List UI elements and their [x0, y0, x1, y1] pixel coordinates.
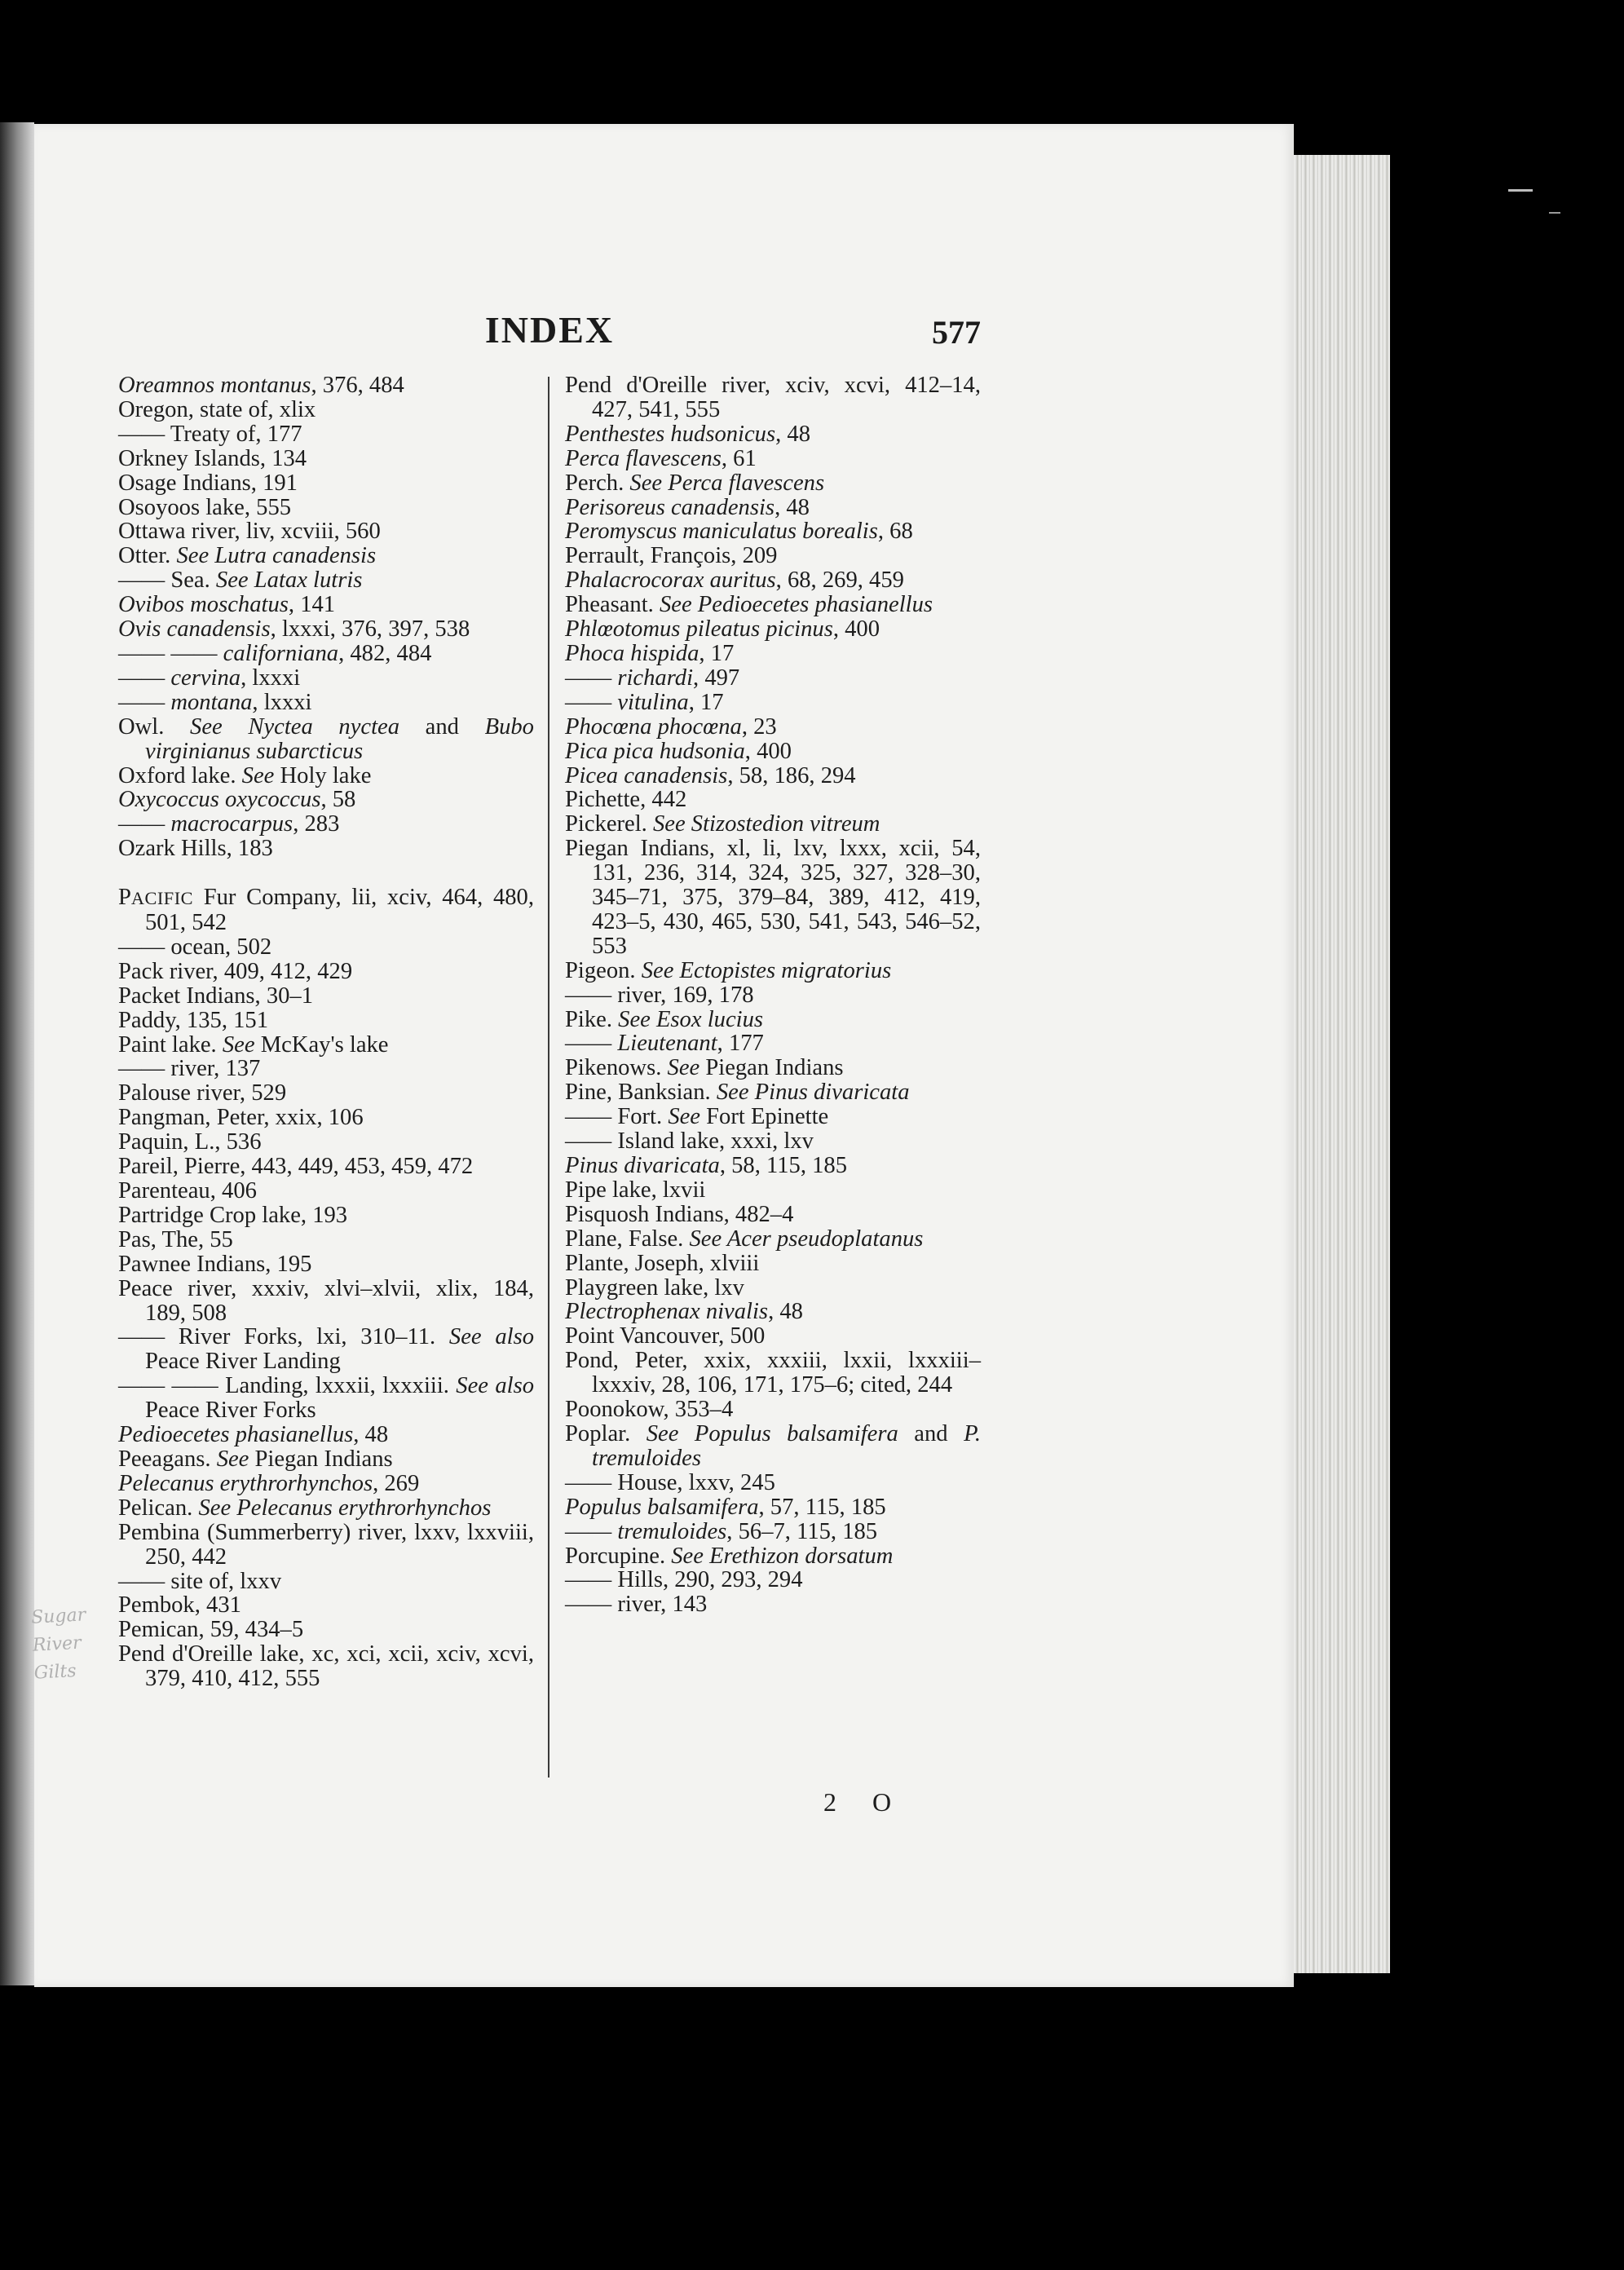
- index-entry: Oreamnos montanus, 376, 484: [118, 373, 404, 398]
- margin-note-line: Sugar: [30, 1605, 86, 1628]
- index-entry: Pemican, 59, 434–5: [118, 1617, 304, 1643]
- index-entry: Oxford lake. See Holy lake: [118, 762, 372, 788]
- background-specks: [1394, 130, 1624, 375]
- index-entry: —— montana, lxxxi: [118, 689, 312, 715]
- index-entry: Oxycoccus oxycoccus, 58: [118, 787, 356, 813]
- index-entry: Osage Indians, 191: [118, 470, 298, 496]
- index-entry: Pas, The, 55: [118, 1226, 233, 1252]
- index-column-right: [565, 373, 981, 1617]
- index-entry: Osoyoos lake, 555: [118, 494, 292, 520]
- index-entry: Perisoreus canadensis, 48: [565, 494, 810, 520]
- index-entry: —— Island lake, xxxi, lxv: [565, 1128, 814, 1155]
- index-entry: Phocœna phocœna, 23: [565, 713, 777, 740]
- index-entry: Paddy, 135, 151: [118, 1007, 269, 1033]
- index-entry: Pedioecetes phasianellus, 48: [118, 1422, 389, 1448]
- index-entry: Partridge Crop lake, 193: [118, 1202, 348, 1228]
- index-entry: Phlœotomus pileatus picinus, 400: [565, 616, 880, 643]
- index-entry: Penthestes hudsonicus, 48: [565, 421, 810, 447]
- index-entry: Perca flavescens, 61: [565, 445, 757, 471]
- index-entry: —— river, 169, 178: [565, 982, 754, 1008]
- index-entry: Ozark Hills, 183: [118, 836, 273, 862]
- index-entry: Pichette, 442: [565, 787, 687, 813]
- index-entry: Plectrophenax nivalis, 48: [565, 1299, 803, 1325]
- index-entry: Otter. See Lutra canadensis: [118, 543, 377, 569]
- index-entry: Packet Indians, 30–1: [118, 983, 314, 1009]
- index-entry: Pembok, 431: [118, 1592, 241, 1619]
- index-entry: Phalacrocorax auritus, 68, 269, 459: [565, 568, 904, 594]
- index-entry: —— site of, lxxv: [118, 1568, 282, 1594]
- index-entry: Pisquosh Indians, 482–4: [565, 1201, 794, 1227]
- index-entry: Owl. See Nyctea nyctea and Bubo virginianus subarcticus: [118, 713, 534, 764]
- index-entry: —— richardi, 497: [565, 665, 740, 691]
- index-entry: Pigeon. See Ectopistes migratorius: [565, 957, 892, 983]
- index-entry: —— ocean, 502: [118, 934, 272, 960]
- handwritten-margin-note: [30, 1600, 120, 1687]
- index-entry: Parenteau, 406: [118, 1178, 257, 1203]
- index-entry: Perrault, François, 209: [565, 543, 778, 569]
- index-entry: Pond, Peter, xxix, xxxiii, lxxii, lxxxiii–lxxxiv, 28, 106, 171, 175–6; cited, 244: [565, 1348, 981, 1398]
- index-entry: —— House, lxxv, 245: [565, 1469, 775, 1495]
- index-entry: Pelican. See Pelecanus erythrorhynchos: [118, 1495, 492, 1521]
- index-entry: Peace river, xxxiv, xlvi–xlvii, xlix, 184, 189, 508: [118, 1275, 534, 1326]
- index-entry: —— River Forks, lxi, 310–11. See also Peace River Landing: [118, 1324, 535, 1375]
- facing-page-edge: [0, 122, 34, 1985]
- index-entry: Pembina (Summerberry) river, lxxv, lxxviii, 250, 442: [118, 1519, 534, 1570]
- index-entry: Plane, False. See Acer pseudoplatanus: [565, 1226, 924, 1252]
- index-entry: Plante, Joseph, xlviii: [565, 1250, 760, 1276]
- index-entry: —— river, 137: [118, 1056, 261, 1082]
- index-entry: Pelecanus erythrorhynchos, 269: [118, 1470, 420, 1496]
- index-entry: Porcupine. See Erethizon dorsatum: [565, 1543, 894, 1569]
- index-entry: Pinus divaricata, 58, 115, 185: [565, 1153, 848, 1178]
- index-entry: Pipe lake, lxvii: [565, 1177, 706, 1203]
- index-entry: —— macrocarpus, 283: [118, 811, 340, 837]
- index-column-left: [118, 373, 534, 1691]
- index-entry: Piegan Indians, xl, li, lxv, lxxx, xcii, 54, 131, 236, 314, 324, 325, 327, 328–30, 345–71, 375, 379–84, 389, 412, 419, 423–5, 430, 465, 530, 541, 543, 546–52, 553: [565, 836, 981, 959]
- index-entry: —— Fort. See Fort Epinette: [565, 1104, 829, 1130]
- index-entry: Ovibos moschatus, 141: [118, 592, 336, 618]
- index-entry: Pickerel. See Stizostedion vitreum: [565, 811, 880, 837]
- index-entry: Orkney Islands, 134: [118, 445, 307, 471]
- margin-note-line: River: [32, 1632, 82, 1656]
- index-entry: Populus balsamifera, 57, 115, 185: [565, 1494, 886, 1520]
- index-entry: Peromyscus maniculatus borealis, 68: [565, 519, 913, 545]
- index-entry: Point Vancouver, 500: [565, 1323, 766, 1349]
- page-number: 577: [932, 314, 981, 351]
- index-entry: Pareil, Pierre, 443, 449, 453, 459, 472: [118, 1154, 474, 1180]
- signature-mark: 2 O: [823, 1787, 907, 1817]
- index-entry: Ottawa river, liv, xcviii, 560: [118, 519, 381, 545]
- page-header: [118, 308, 981, 354]
- index-entry: —— Sea. See Latax lutris: [118, 568, 363, 594]
- index-entry: Peeagans. See Piegan Indians: [118, 1446, 393, 1472]
- index-entry: Playgreen lake, lxv: [565, 1274, 744, 1301]
- index-entry: PACIFIC Fur Company, lii, xciv, 464, 480, 501, 542: [118, 885, 534, 936]
- index-entry: —— river, 143: [565, 1592, 708, 1618]
- margin-note-line: Gilts: [33, 1661, 77, 1684]
- index-entry: Pend d'Oreille river, xciv, xcvi, 412–14, 427, 541, 555: [565, 373, 981, 422]
- index-entry: —— —— californiana, 482, 484: [118, 640, 432, 666]
- index-entry: Poplar. See Populus balsamifera and P. tremuloides: [565, 1420, 981, 1471]
- index-entry: Pikenows. See Piegan Indians: [565, 1055, 844, 1081]
- index-entry: Pine, Banksian. See Pinus divaricata: [565, 1080, 910, 1106]
- index-entry: —— —— Landing, lxxxii, lxxxiii. See also Peace River Forks: [118, 1373, 534, 1424]
- index-entry: Picea canadensis, 58, 186, 294: [565, 762, 856, 788]
- index-entry: —— Hills, 290, 293, 294: [565, 1567, 803, 1593]
- index-entry: —— cervina, lxxxi: [118, 665, 301, 691]
- index-entry: Phoca hispida, 17: [565, 640, 735, 666]
- column-rule: [548, 377, 549, 1778]
- index-entry: —— vitulina, 17: [565, 689, 724, 715]
- index-entry: Pheasant. See Pedioecetes phasianellus: [565, 592, 933, 618]
- index-entry: Ovis canadensis, lxxxi, 376, 397, 538: [118, 616, 470, 643]
- index-entry: Pawnee Indians, 195: [118, 1251, 312, 1277]
- running-head: INDEX: [484, 309, 615, 351]
- page-edges: [1294, 155, 1390, 1973]
- index-entry: Poonokow, 353–4: [565, 1397, 734, 1423]
- index-entry: Perch. See Perca flavescens: [565, 470, 825, 496]
- index-entry: Paint lake. See McKay's lake: [118, 1031, 389, 1058]
- index-entry: Pica pica hudsonia, 400: [565, 738, 792, 764]
- index-entry: —— tremuloides, 56–7, 115, 185: [565, 1518, 878, 1544]
- index-entry: Palouse river, 529: [118, 1080, 287, 1106]
- index-entry: Oregon, state of, xlix: [118, 396, 316, 422]
- index-entry: —— Treaty of, 177: [118, 421, 302, 447]
- index-entry: Pack river, 409, 412, 429: [118, 958, 353, 984]
- index-entry: —— Lieutenant, 177: [565, 1031, 764, 1057]
- index-entry: Pend d'Oreille lake, xc, xci, xcii, xciv, xcvi, 379, 410, 412, 555: [118, 1641, 534, 1692]
- index-entry: Pike. See Esox lucius: [565, 1006, 763, 1032]
- index-entry: Pangman, Peter, xxix, 106: [118, 1105, 364, 1131]
- index-entry: Paquin, L., 536: [118, 1129, 262, 1155]
